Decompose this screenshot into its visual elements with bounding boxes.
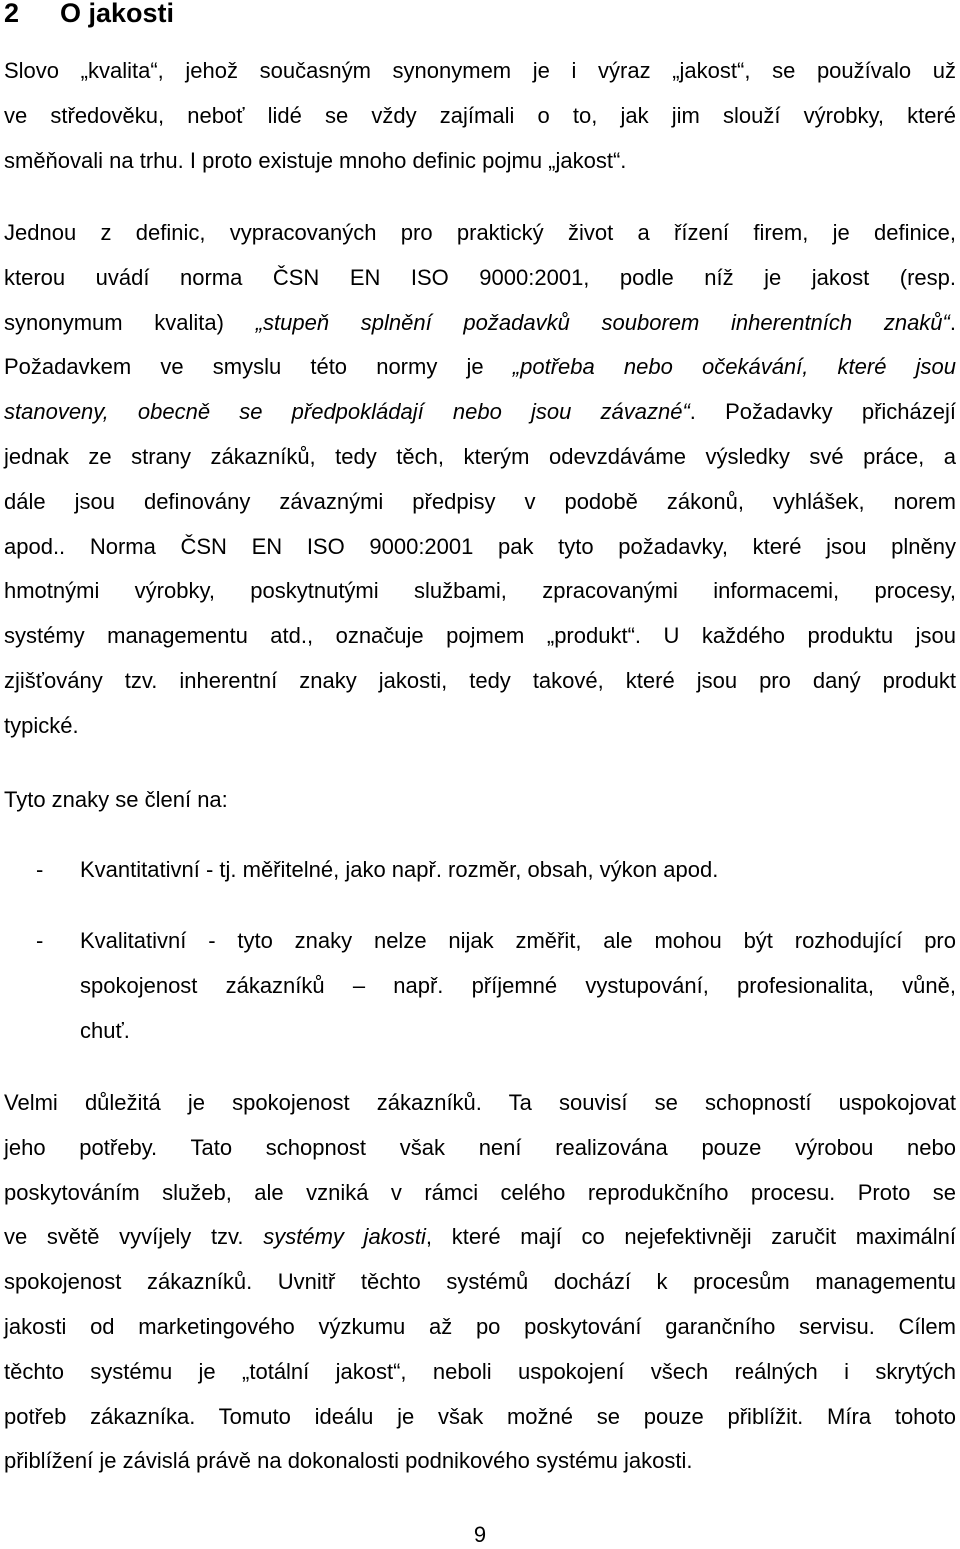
paragraph-line: kterou uvádí norma ČSN EN ISO 9000:2001, podle níž je jakost (resp.	[4, 264, 956, 290]
term-emphasis: systémy jakosti	[263, 1224, 426, 1250]
list-item	[4, 919, 956, 1054]
paragraph-definition	[4, 211, 956, 749]
paragraph-line: apod.. Norma ČSN EN ISO 9000:2001 pak tyto požadavky, které jsou plněny	[4, 533, 956, 559]
paragraph-line: dále jsou definovány závaznými předpisy v podobě zákonů, vyhlášek, norem	[4, 488, 956, 514]
list-bullet: -	[36, 928, 44, 953]
paragraph-line: spokojenost zákazníků. Uvnitř těchto systémů dochází k procesům managementu	[4, 1269, 956, 1295]
paragraph-line	[4, 301, 956, 346]
requirement-quote-cont: stanoveny, obecně se předpokládají nebo jsou závazné“	[4, 399, 690, 425]
paragraph-intro	[4, 49, 956, 183]
list-item-text	[80, 848, 956, 893]
paragraph-line: Kvalitativní - tyto znaky nelze nijak změřit, ale mohou být rozhodující pro	[80, 928, 956, 953]
text-run: . Požadavky přicházejí	[689, 399, 956, 425]
paragraph-list-intro	[4, 778, 956, 823]
list-item	[4, 848, 956, 893]
text-run: .	[949, 309, 956, 335]
paragraph-line: chuť.	[80, 1017, 130, 1043]
paragraph-line	[4, 390, 956, 435]
text-run: , které mají co nejefektivněji zaručit maximální	[425, 1224, 956, 1250]
paragraph-line: Velmi důležitá je spokojenost zákazníků. Ta souvisí se schopností uspokojovat	[4, 1090, 956, 1115]
paragraph-line: zjišťovány tzv. inherentní znaky jakosti, tedy takové, které jsou pro daný produkt	[4, 667, 956, 693]
paragraph-line: jednak ze strany zákazníků, tedy těch, kterým odevzdáváme výsledky své práce, a	[4, 443, 956, 469]
section-heading	[4, 0, 174, 30]
requirement-quote: „potřeba nebo očekávání, které jsou	[512, 354, 956, 380]
section-title: O jakosti	[60, 0, 175, 28]
paragraph-line	[4, 1215, 956, 1260]
paragraph-line: jakosti od marketingového výzkumu až po poskytování garančního servisu. Cílem	[4, 1313, 956, 1339]
text-run: ve světě vyvíjely tzv.	[4, 1224, 264, 1250]
page-number: 9	[473, 1522, 487, 1547]
list-item-text	[80, 919, 956, 1053]
paragraph-line: ve středověku, neboť lidé se vždy zajímali o to, jak jim slouží výrobky, které	[4, 102, 956, 128]
paragraph-line: hmotnými výrobky, poskytnutými službami, zpracovanými informacemi, procesy,	[4, 578, 956, 604]
paragraph-line: spokojenost zákazníků – např. příjemné vystupování, profesionalita, vůně,	[80, 972, 956, 998]
paragraph-line: typické.	[4, 712, 79, 738]
paragraph-line: Tyto znaky se člení na:	[4, 787, 228, 812]
definition-quote: „stupeň splnění požadavků souborem inherentních znaků“	[255, 309, 950, 335]
paragraph-line: systémy managementu atd., označuje pojmem „produkt“. U každého produktu jsou	[4, 623, 956, 649]
section-number: 2	[4, 0, 20, 28]
text-run: synonymum kvalita)	[4, 309, 256, 335]
paragraph-line: směňovali na trhu. I proto existuje mnoho definic pojmu „jakost“.	[4, 147, 627, 173]
paragraph-line: poskytováním služeb, ale vzniká v rámci celého reprodukčního procesu. Proto se	[4, 1179, 956, 1205]
paragraph-line: potřeb zákazníka. Tomuto ideálu je však možné se pouze přiblížit. Míra tohoto	[4, 1403, 956, 1429]
paragraph-satisfaction	[4, 1081, 956, 1484]
paragraph-line	[4, 345, 956, 390]
paragraph-line: Jednou z definic, vypracovaných pro praktický život a řízení firem, je definice,	[4, 220, 956, 245]
paragraph-line: přiblížení je závislá právě na dokonalosti podnikového systému jakosti.	[4, 1448, 693, 1474]
paragraph-line: těchto systému je „totální jakost“, neboli uspokojení všech reálných i skrytých	[4, 1358, 956, 1384]
list-bullet: -	[36, 857, 44, 882]
paragraph-line: Slovo „kvalita“, jehož současným synonymem je i výraz „jakost“, se používalo už	[4, 58, 956, 83]
paragraph-line: jeho potřeby. Tato schopnost však není realizována pouze výrobou nebo	[4, 1134, 956, 1160]
paragraph-line: Kvantitativní - tj. měřitelné, jako např. rozměr, obsah, výkon apod.	[80, 857, 719, 882]
text-run: Požadavkem ve smyslu této normy je	[4, 354, 513, 380]
